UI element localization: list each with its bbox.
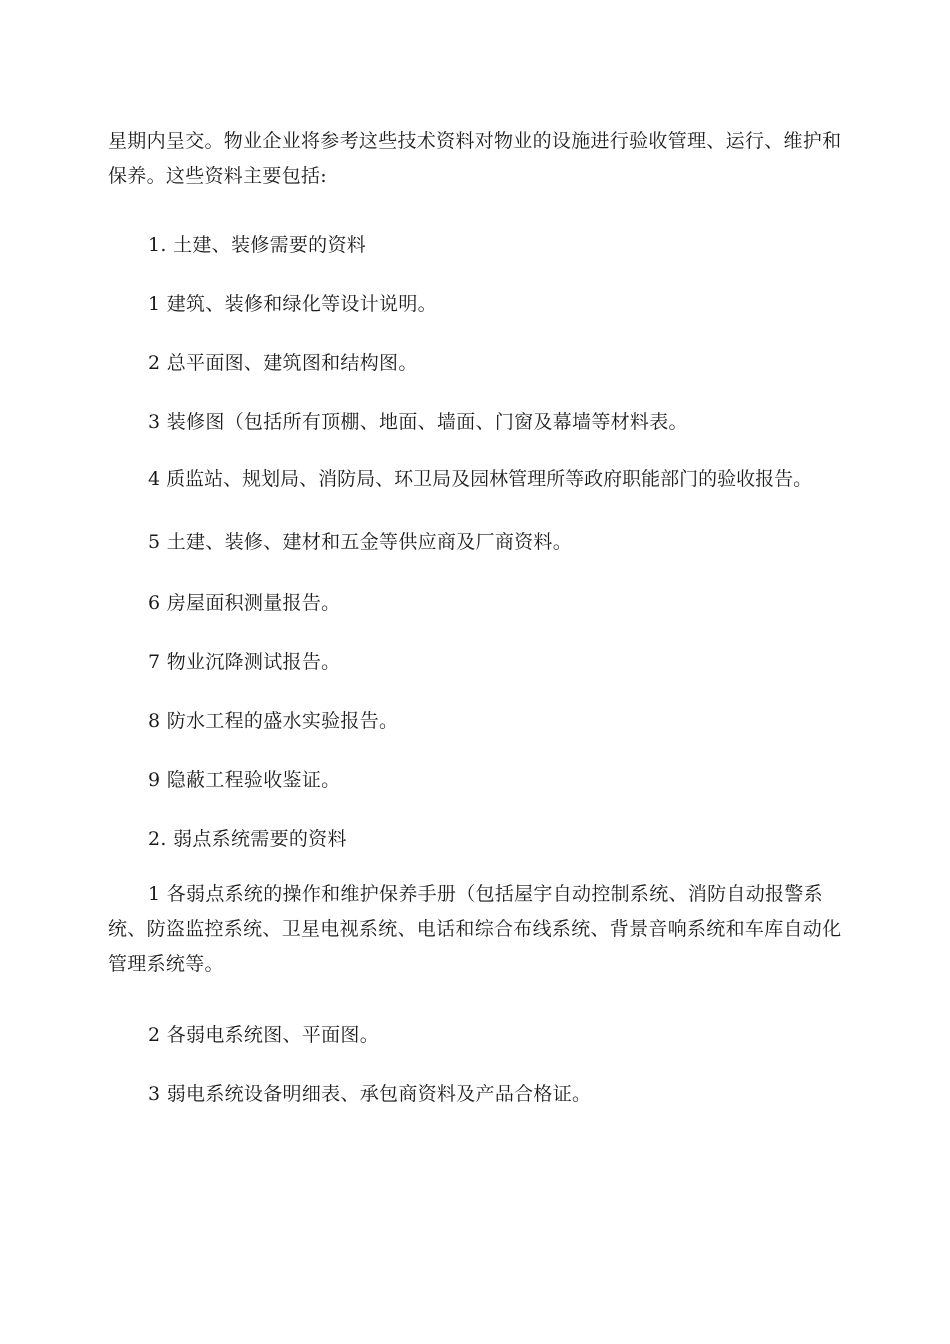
list-item: 3 弱电系统设备明细表、承包商资料及产品合格证。 — [148, 1083, 592, 1105]
list-item: 9 隐蔽工程验收鉴证。 — [148, 769, 341, 791]
list-item: 5 土建、装修、建材和五金等供应商及厂商资料。 — [148, 531, 573, 553]
intro-paragraph: 星期内呈交。物业企业将参考这些技术资料对物业的设施进行验收管理、运行、维护和保养。这些资料主要包括: — [108, 130, 842, 187]
list-item: 6 房屋面积测量报告。 — [148, 592, 341, 614]
section-heading-civil: 1. 土建、装修需要的资料 — [148, 234, 367, 256]
list-item: 3 装修图（包括所有顶棚、地面、墙面、门窗及幕墙等材料表。 — [148, 411, 688, 433]
section-heading-weak-current: 2. 弱点系统需要的资料 — [148, 828, 347, 850]
list-item: 1 建筑、装修和绿化等设计说明。 — [148, 293, 437, 315]
list-item: 2 总平面图、建筑图和结构图。 — [148, 352, 418, 374]
list-item: 8 防水工程的盛水实验报告。 — [148, 710, 399, 732]
list-item: 2 各弱电系统图、平面图。 — [148, 1024, 380, 1046]
list-item: 1 各弱点系统的操作和维护保养手册（包括屋宇自动控制系统、消防自动报警系统、防盗监控系统、卫星电视系统、电话和综合布线系统、背景音响系统和车库自动化管理系统等。 — [108, 883, 842, 975]
list-item: 4 质监站、规划局、消防局、环卫局及园林管理所等政府职能部门的验收报告。 — [148, 468, 813, 490]
list-item: 7 物业沉降测试报告。 — [148, 651, 341, 673]
